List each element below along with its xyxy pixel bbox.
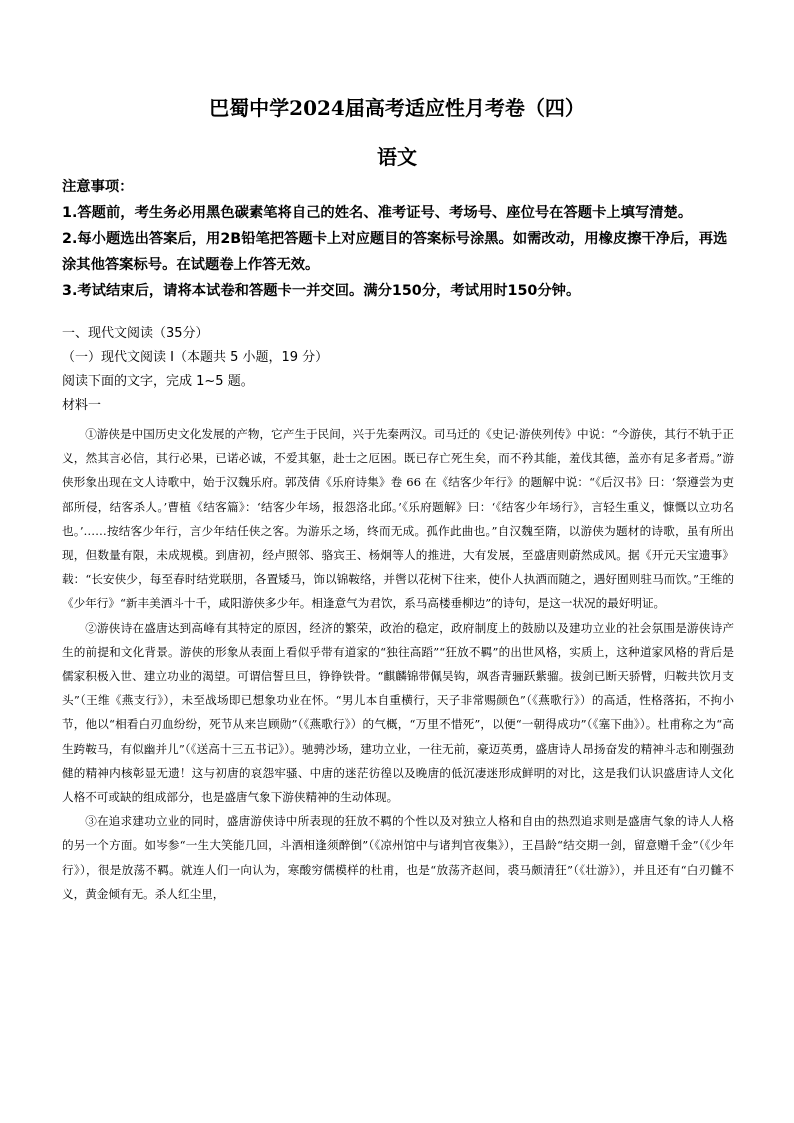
paragraph: ③在追求建功立业的同时，盛唐游侠诗中所表现的狂放不羁的个性以及对独立人格和自由的热烈追求则是盛唐气象的诗人人格的另一个方面。如岑参“一生大笑能几回，斗酒相逢须醉倒”（《凉州馆中与诸判官夜集》），王昌龄“结交期一剑，留意赠千金”（《少年行》），很是放荡不羁。就连人们一向认为，寒酸穷儒模样的杜甫，也是“放荡齐赵间，裘马颇清狂”（《壮游》），并且还有“白刃雠不义，黄金倾有无。杀人红尘里， bbox=[62, 814, 734, 901]
sub-title: （一）现代文阅读 I（本题共 5 小题，19 分） bbox=[62, 350, 329, 365]
material-label: 材料一 bbox=[62, 398, 102, 413]
subject-title: 语文 bbox=[377, 145, 417, 169]
exam-notes bbox=[62, 174, 734, 304]
exam-title: 巴蜀中学2024届高考适应性月考卷（四） bbox=[209, 96, 585, 120]
instruction: 阅读下面的文字，完成 1~5 题。 bbox=[62, 374, 254, 389]
notes-heading: 注意事项： bbox=[62, 179, 134, 195]
paragraph: ①游侠是中国历史文化发展的产物，它产生于民间，兴于先秦两汉。司马迁的《史记·游侠列传》中说：“今游侠，其行不轨于正义，然其言必信，其行必果，已诺必诚，不爱其躯，赴士之厄困。既已存亡死生矣，而不矜其能，羞伐其德，盖亦有足多者焉。”游侠形象出现在文人诗歌中，始于汉魏乐府。郭茂倩《乐府诗集》卷 66 在《结客少年行》的题解中说：“《后汉书》曰：‘祭遵尝为吏部所侵，结客杀人。’曹植《结客篇》：‘结客少年场，报怨洛北邱。’《乐府题解》曰：‘《结客少年场行》，言轻生重义，慷慨以立功名也。’……按结客少年行，言少年结任侠之客。为游乐之场，终而无成。孤作此曲也。”自汉魏至隋，以游侠为题材的诗歌，虽有所出现，但数量有限，未成规模。到唐初，经卢照邻、骆宾王、杨炯等人的推进，大有发展，至盛唐则蔚然成风。据《开元天宝遗事》载：“长安侠少，每至春时结党联朋，各置矮马，饰以锦鞍络，并辔以花树下往来，使仆人执酒而随之，遇好囿则驻马而饮。”王维的《少年行》“新丰美酒斗十千，咸阳游侠多少年。相逢意气为君饮，系马高楼垂柳边”的诗句，是这一状况的最好明证。 bbox=[62, 427, 734, 611]
note-item: 1.答题前，考生务必用黑色碳素笔将自己的姓名、准考证号、考场号、座位号在答题卡上填写清楚。 bbox=[62, 205, 693, 221]
note-item: 2.每小题选出答案后，用2B铅笔把答题卡上对应题目的答案标号涂黑。如需改动，用橡皮擦干净后，再选涂其他答案标号。在试题卷上作答无效。 bbox=[62, 231, 728, 273]
part-title: 一、现代文阅读（35分） bbox=[62, 326, 209, 341]
material-text bbox=[62, 422, 734, 906]
note-item: 3.考试结束后，请将本试卷和答题卡一并交回。满分150分，考试用时150分钟。 bbox=[62, 283, 581, 299]
paragraph: ②游侠诗在盛唐达到高峰有其特定的原因，经济的繁荣，政治的稳定，政府制度上的鼓励以及建功立业的社会氛围是游侠诗产生的前提和文化背景。游侠的形象从表面上看似乎带有道家的“独往高蹈”“狂放不羁”的出世风格，实质上，这种道家风格的背后是儒家积极入世、建立功业的渴望。可谓信誓旦旦，铮铮铁骨。“麒麟锦带佩吴钩，飒沓青骊跃紫骝。拔剑已断天骄臂，归鞍共饮月支头”（王维《燕支行》），未至战场即已想象功业在怀。“男儿本自重横行，天子非常赐颜色”（《燕歌行》）的高适，性格落拓，不拘小节，他以“相看白刃血纷纷，死节从来岂顾勋”（《燕歌行》）的气概，“万里不惜死”，以便“一朝得成功”（《塞下曲》）。杜甫称之为“高生跨鞍马，有似幽并儿”（《送高十三五书记》）。驰骋沙场，建功立业，一往无前，豪迈英勇，盛唐诗人昂扬奋发的精神斗志和刚强劲健的精神内核彰显无遗！这与初唐的哀怨牢骚、中唐的迷茫彷徨以及晚唐的低沉凄迷形成鲜明的对比，这是我们认识盛唐诗人文化人格不可或缺的组成部分，也是盛唐气象下游侠精神的生动体现。 bbox=[62, 620, 734, 805]
